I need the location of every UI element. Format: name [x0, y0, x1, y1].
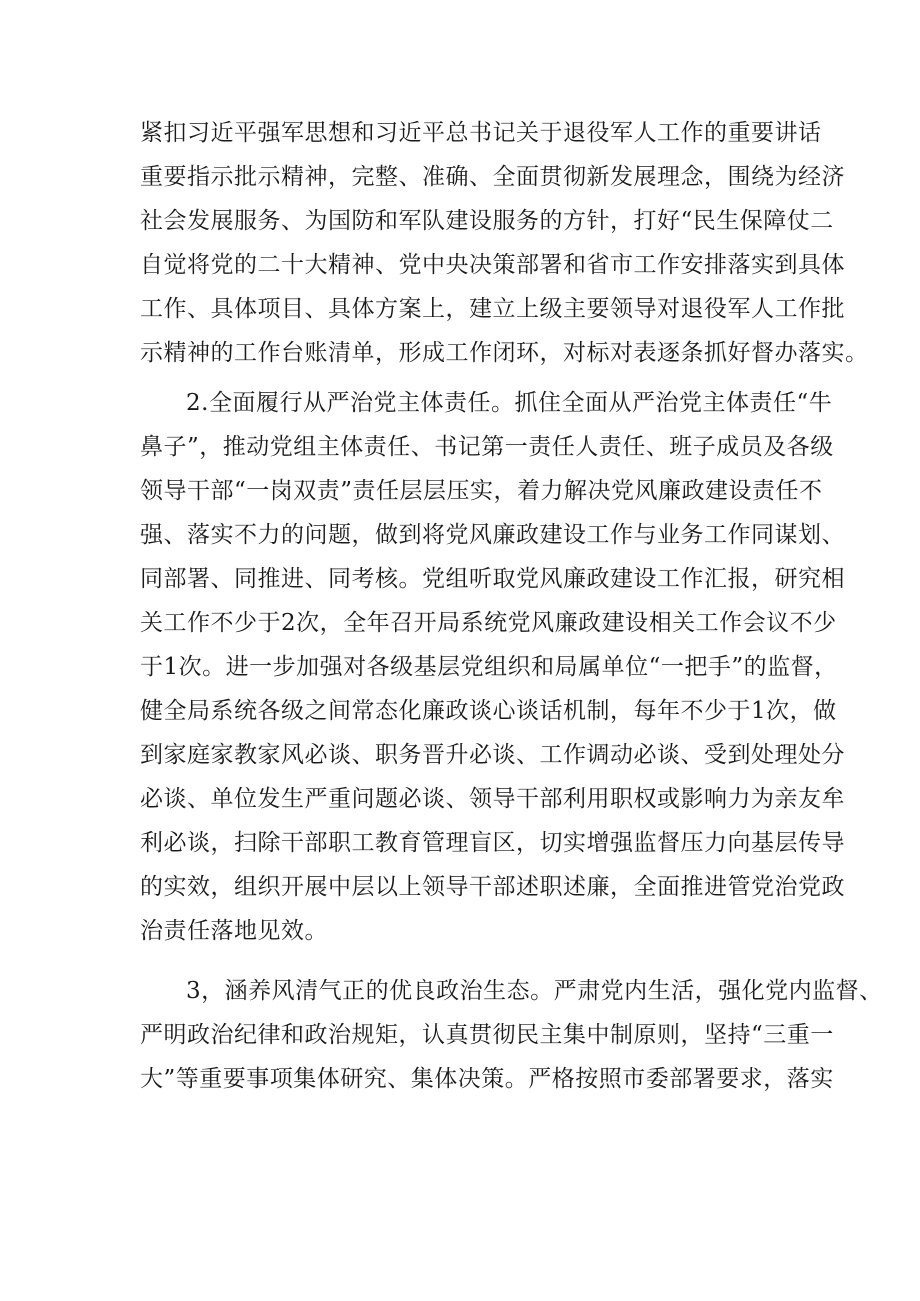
text-line: 社会发展服务、为国防和军队建设服务的方针，打好“民生保障仗二 — [140, 208, 834, 234]
text-line: 必谈、单位发生严重问题必谈、领导干部利用职权或影响力为亲友牟 — [140, 786, 845, 812]
text-line: 于1次。进一步加强对各级基层党组织和局属单位“一把手”的监督， — [140, 654, 838, 680]
text-line: 健全局系统各级之间常态化廉政谈心谈话机制，每年不少于1次，做 — [140, 698, 837, 724]
paragraph-3-first-line: 3，涵养风清气正的优良政治生态。严肃党内生活，强化党内监督、 — [186, 978, 883, 1004]
text-line: 关工作不少于2次，全年召开局系统党风廉政建设相关工作会议不少 — [140, 610, 837, 636]
text-line: 工作、具体项目、具体方案上，建立上级主要领导对退役军人工作批 — [140, 296, 845, 322]
text-line: 利必谈，扫除干部职工教育管理盲区，切实增强监督压力向基层传导 — [140, 830, 845, 856]
text-line: 大”等重要事项集体研究、集体决策。严格按照市委部署要求，落实 — [140, 1066, 834, 1092]
text-line: 领导干部“一岗双责”责任层层压实，着力解决党风廉政建设责任不 — [140, 478, 823, 504]
text-line: 严明政治纪律和政治规矩，认真贯彻民主集中制原则，坚持“三重一 — [140, 1022, 834, 1048]
text-line: 自觉将党的二十大精神、党中央决策部署和省市工作安排落实到具体 — [140, 252, 845, 278]
text-line: 示精神的工作台账清单，形成工作闭环，对标对表逐条抓好督办落实。 — [140, 340, 869, 366]
text-line: 鼻子”，推动党组主体责任、书记第一责任人责任、班子成员及各级 — [140, 434, 834, 460]
paragraph-2-first-line: 2.全面履行从严治党主体责任。抓住全面从严治党主体责任“牛 — [186, 390, 833, 416]
text-line: 重要指示批示精神，完整、准确、全面贯彻新发展理念，围绕为经济 — [140, 164, 845, 190]
text-line: 同部署、同推进、同考核。党组听取党风廉政建设工作汇报，研究相 — [140, 566, 845, 592]
text-line: 紧扣习近平强军思想和习近平总书记关于退役军人工作的重要讲话 — [140, 120, 822, 146]
text-line: 治责任落地见效。 — [140, 918, 328, 944]
text-line: 到家庭家教家风必谈、职务晋升必谈、工作调动必谈、受到处理处分 — [140, 742, 845, 768]
text-line: 强、落实不力的问题，做到将党风廉政建设工作与业务工作同谋划、 — [140, 522, 845, 548]
text-line: 的实效，组织开展中层以上领导干部述职述廉，全面推进管党治党政 — [140, 874, 845, 900]
